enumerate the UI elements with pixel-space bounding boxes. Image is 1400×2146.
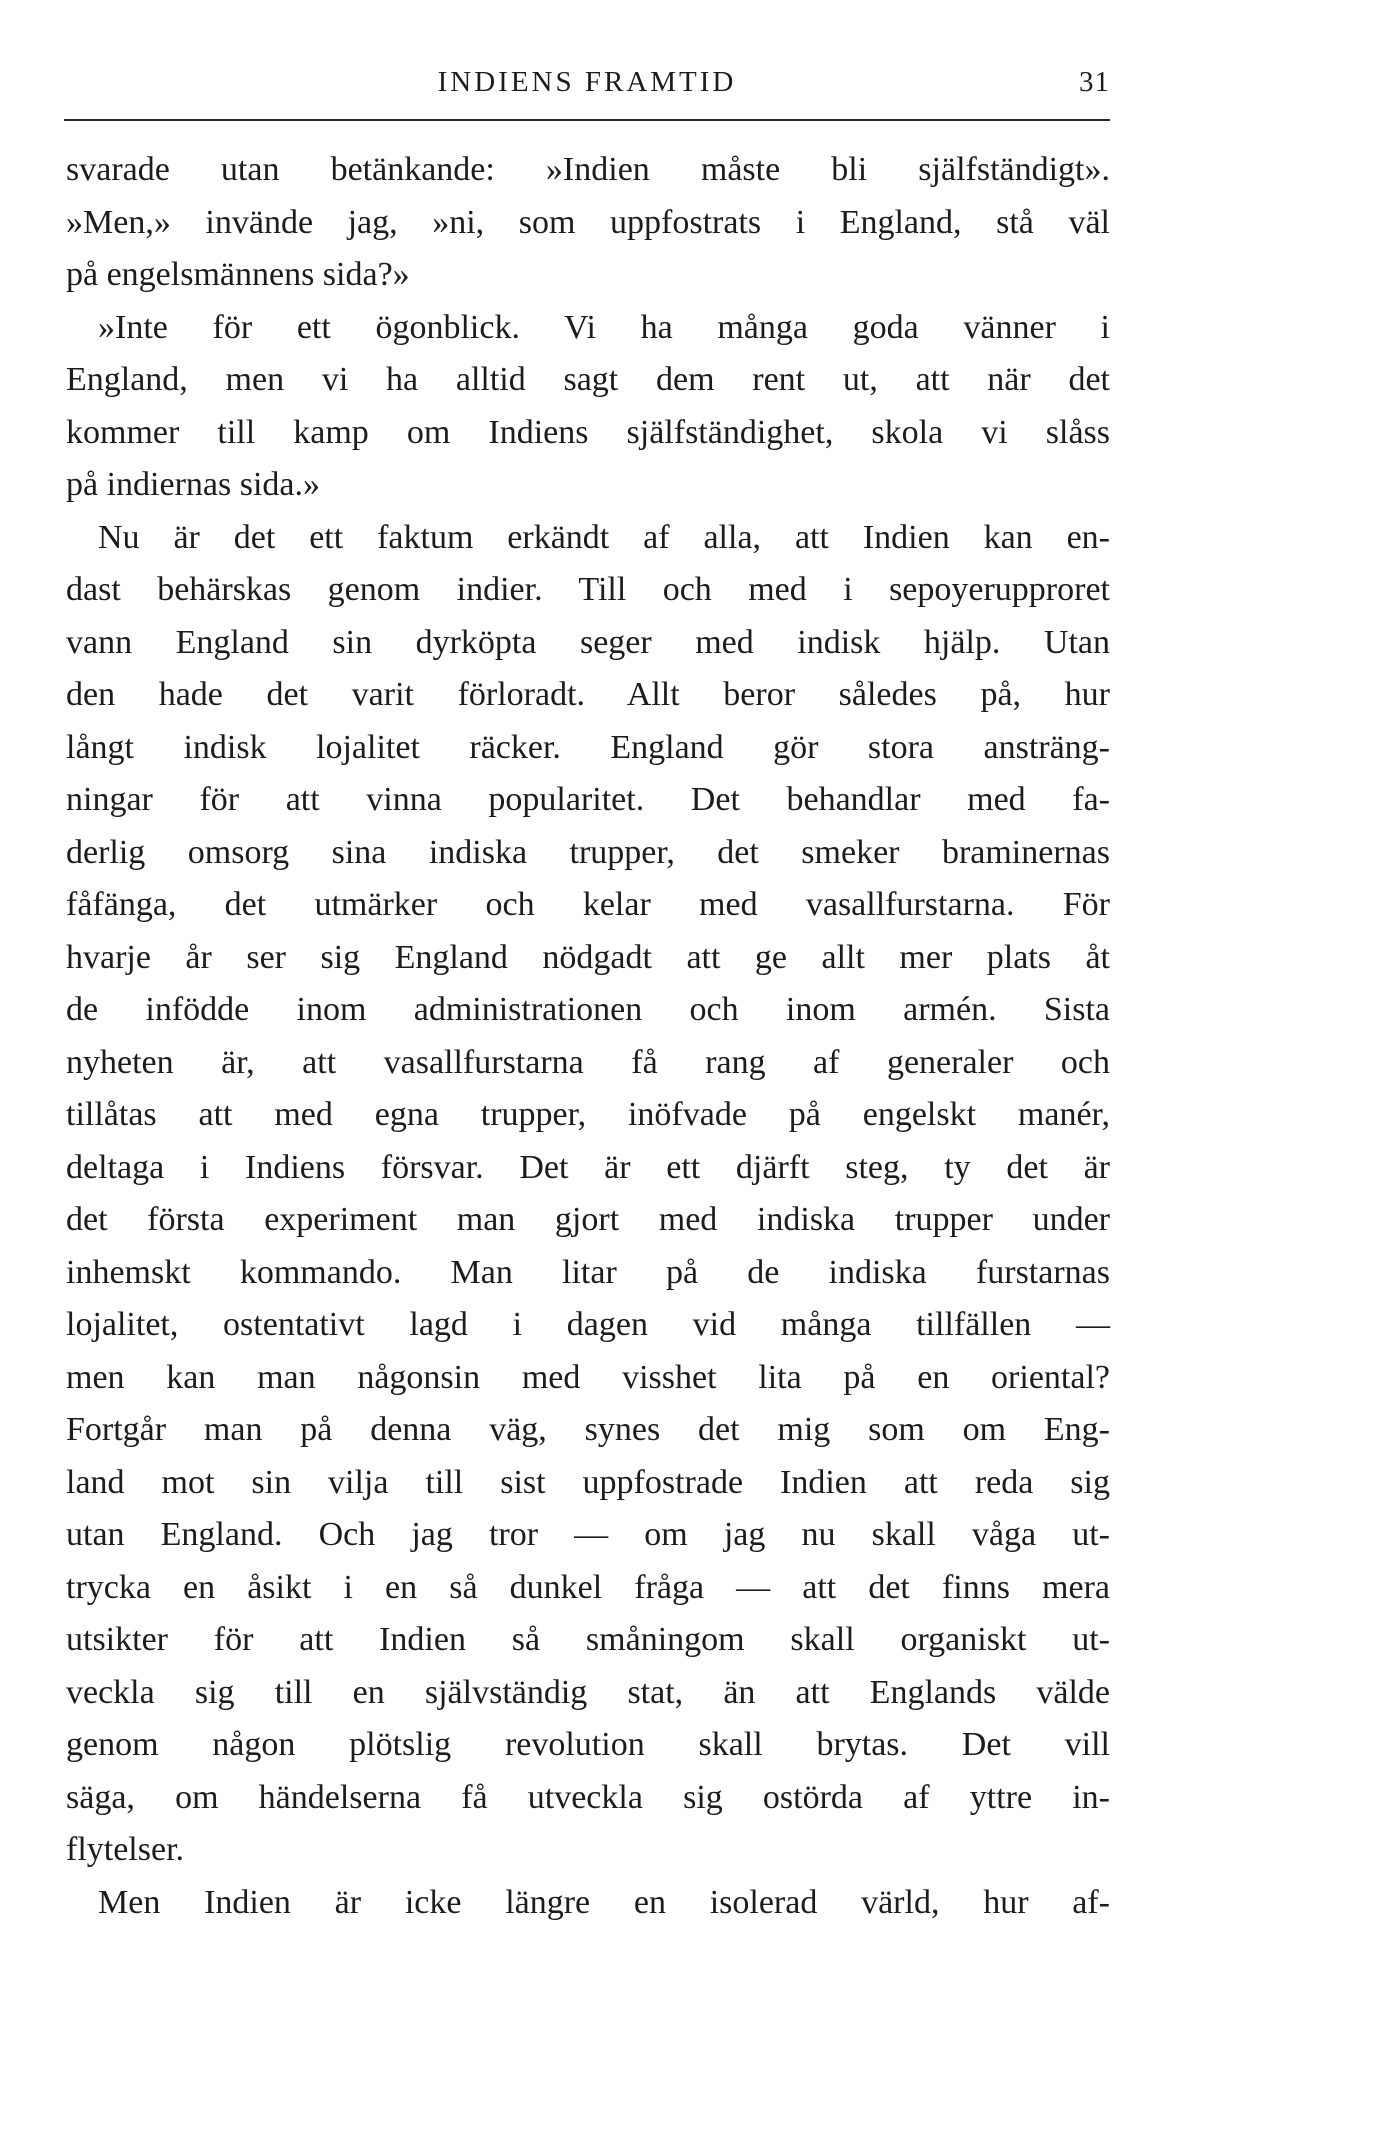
text-line: nyheten är, att vasallfurstarna få rang af generaler och: [66, 1043, 1110, 1081]
text-line: Fortgår man på denna väg, synes det mig som om Eng-: [66, 1411, 1110, 1448]
text-line: utan England. Och jag tror — om jag nu skall våga ut-: [66, 1516, 1110, 1553]
text-line: men kan man någonsin med visshet lita på en oriental?: [66, 1358, 1110, 1396]
page-number: 31: [1079, 66, 1110, 98]
text-line: England, men vi ha alltid sagt dem rent ut, att när det: [66, 361, 1110, 398]
text-line: vann England sin dyrköpta seger med indisk hjälp. Utan: [66, 623, 1110, 661]
text-line: tillåtas att med egna trupper, inöfvade på engelskt manér,: [66, 1096, 1110, 1133]
text-line: trycka en åsikt i en så dunkel fråga — att det finns mera: [66, 1568, 1110, 1606]
text-line: veckla sig till en självständig stat, än att Englands välde: [66, 1673, 1110, 1711]
text-line: långt indisk lojalitet räcker. England gör stora ansträng-: [66, 728, 1110, 766]
text-line: deltaga i Indiens försvar. Det är ett djärft steg, ty det är: [66, 1148, 1110, 1186]
header-rule: [64, 119, 1110, 121]
text-line: på engelsmännens sida?»: [66, 256, 410, 293]
text-line: land mot sin vilja till sist uppfostrade Indien att reda sig: [66, 1463, 1110, 1501]
text-line: hvarje år ser sig England nödgadt att ge allt mer plats åt: [66, 938, 1110, 976]
text-line: det första experiment man gjort med indiska trupper under: [66, 1201, 1110, 1238]
text-line: ningar för att vinna popularitet. Det behandlar med fa-: [66, 781, 1110, 818]
text-line: genom någon plötslig revolution skall brytas. Det vill: [66, 1726, 1110, 1763]
text-line: fåfänga, det utmärker och kelar med vasallfurstarna. För: [66, 886, 1110, 923]
text-line: »Men,» invände jag, »ni, som uppfostrats i England, stå väl: [66, 203, 1110, 241]
text-line: flytelser.: [66, 1831, 185, 1868]
text-line: inhemskt kommando. Man litar på de indiska furstarnas: [66, 1253, 1110, 1291]
running-head: [64, 66, 1110, 114]
text-line: svarade utan betänkande: »Indien måste bli själfständigt».: [66, 151, 1110, 188]
text-line: kommer till kamp om Indiens själfständighet, skola vi slåss: [66, 413, 1110, 451]
text-line: Men Indien är icke längre en isolerad värld, hur af-: [98, 1883, 1110, 1921]
text-line: dast behärskas genom indier. Till och med i sepoyerupproret: [66, 571, 1110, 608]
text-line: utsikter för att Indien så småningom skall organiskt ut-: [66, 1621, 1110, 1658]
running-title: INDIENS FRAMTID: [437, 66, 737, 98]
text-line: säga, om händelserna få utveckla sig ostörda af yttre in-: [66, 1778, 1110, 1816]
text-line: den hade det varit förloradt. Allt beror således på, hur: [66, 676, 1110, 713]
text-line: derlig omsorg sina indiska trupper, det smeker braminernas: [66, 833, 1110, 871]
text-line: på indiernas sida.»: [66, 466, 320, 503]
text-line: lojalitet, ostentativt lagd i dagen vid många tillfällen —: [66, 1306, 1110, 1343]
body-text: [66, 144, 1110, 1929]
text-line: »Inte för ett ögonblick. Vi ha många goda vänner i: [98, 308, 1110, 346]
text-line: Nu är det ett faktum erkändt af alla, att Indien kan en-: [98, 518, 1110, 556]
text-line: de infödde inom administrationen och inom armén. Sista: [66, 991, 1110, 1028]
